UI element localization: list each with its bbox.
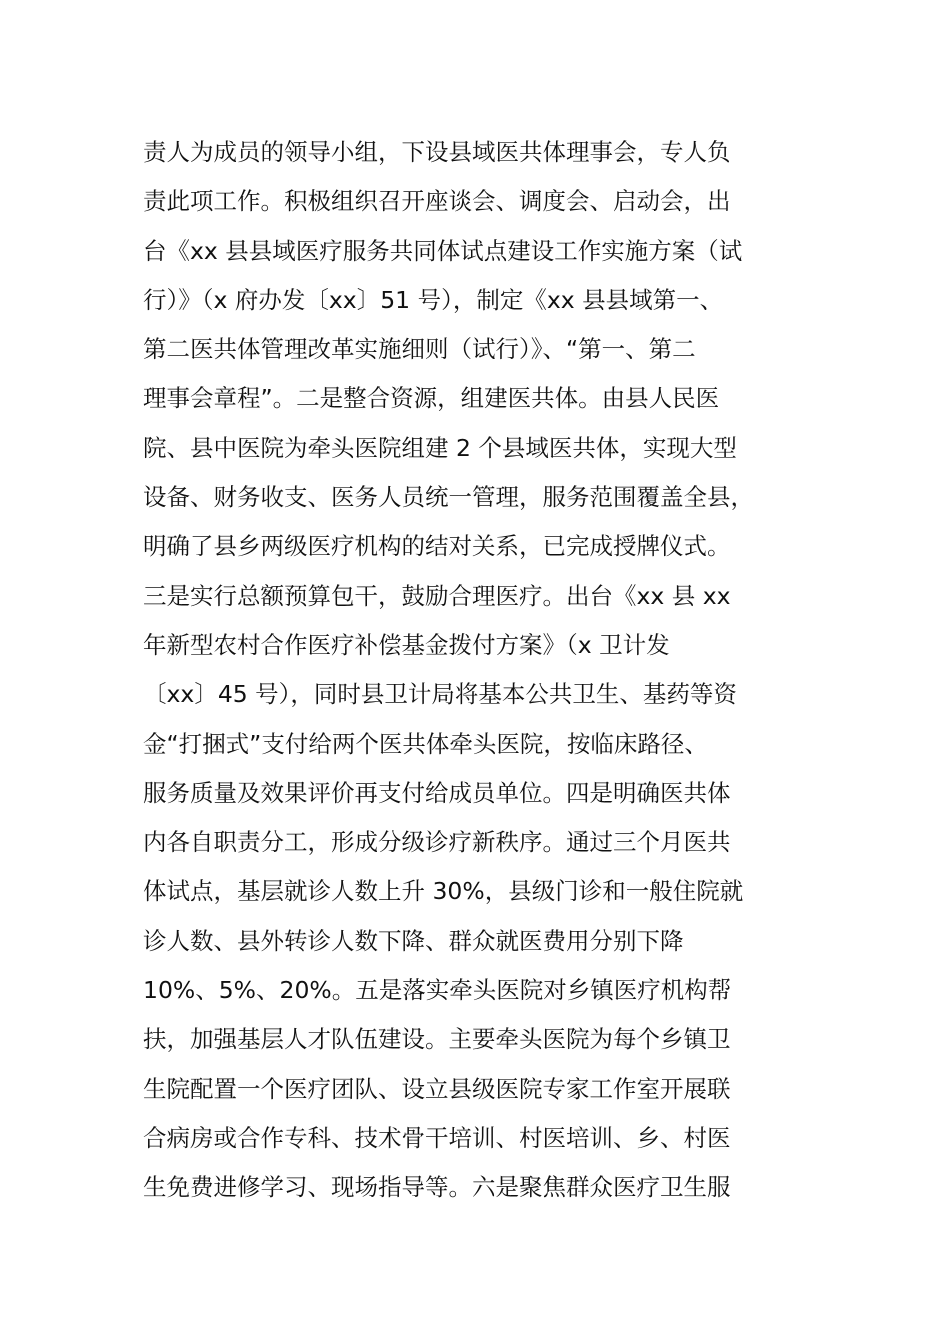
text-line: 第二医共体管理改革实施细则（试行）》、“第一、第二 — [143, 335, 696, 364]
text-line: 理事会章程”。二是整合资源，组建医共体。由县人民医 — [143, 384, 720, 413]
body-text — [143, 128, 813, 1213]
text-line: 设备、财务收支、医务人员统一管理，服务范围覆盖全县， — [143, 483, 754, 512]
text-line: 三是实行总额预算包干，鼓励合理医疗。出台《xx 县 xx — [143, 581, 731, 610]
text-line: 责此项工作。积极组织召开座谈会、调度会、启动会，出 — [143, 187, 731, 216]
text-line: 体试点，基层就诊人数上升 30%，县级门诊和一般住院就 — [143, 877, 744, 906]
text-line: 诊人数、县外转诊人数下降、群众就医费用分别下降 — [143, 926, 684, 955]
text-line: 〔xx〕45 号），同时县卫计局将基本公共卫生、基药等资 — [143, 680, 737, 709]
text-line: 10%、5%、20%。五是落实牵头医院对乡镇医疗机构帮 — [143, 976, 732, 1005]
text-line: 行）》（x 府办发〔xx〕51 号），制定《xx 县县域第一、 — [143, 285, 724, 314]
text-line: 年新型农村合作医疗补偿基金拨付方案》（x 卫计发 — [143, 630, 670, 659]
text-line: 内各自职责分工，形成分级诊疗新秩序。通过三个月医共 — [143, 828, 731, 857]
text-line: 明确了县乡两级医疗机构的结对关系，已完成授牌仪式。 — [143, 532, 731, 561]
text-line: 责人为成员的领导小组，下设县域医共体理事会，专人负 — [143, 138, 731, 166]
text-line: 金“打捆式”支付给两个医共体牵头医院，按临床路径、 — [143, 729, 708, 758]
text-line: 院、县中医院为牵头医院组建 2 个县域医共体，实现大型 — [143, 433, 737, 462]
text-line: 扶，加强基层人才队伍建设。主要牵头医院为每个乡镇卫 — [143, 1025, 731, 1054]
text-line: 台《xx 县县域医疗服务共同体试点建设工作实施方案（试 — [143, 236, 743, 265]
text-line: 服务质量及效果评价再支付给成员单位。四是明确医共体 — [143, 778, 731, 807]
text-line: 合病房或合作专科、技术骨干培训、村医培训、乡、村医 — [143, 1123, 731, 1152]
text-line: 生院配置一个医疗团队、设立县级医院专家工作室开展联 — [143, 1074, 731, 1103]
text-line: 生免费进修学习、现场指导等。六是聚焦群众医疗卫生服 — [143, 1173, 731, 1202]
